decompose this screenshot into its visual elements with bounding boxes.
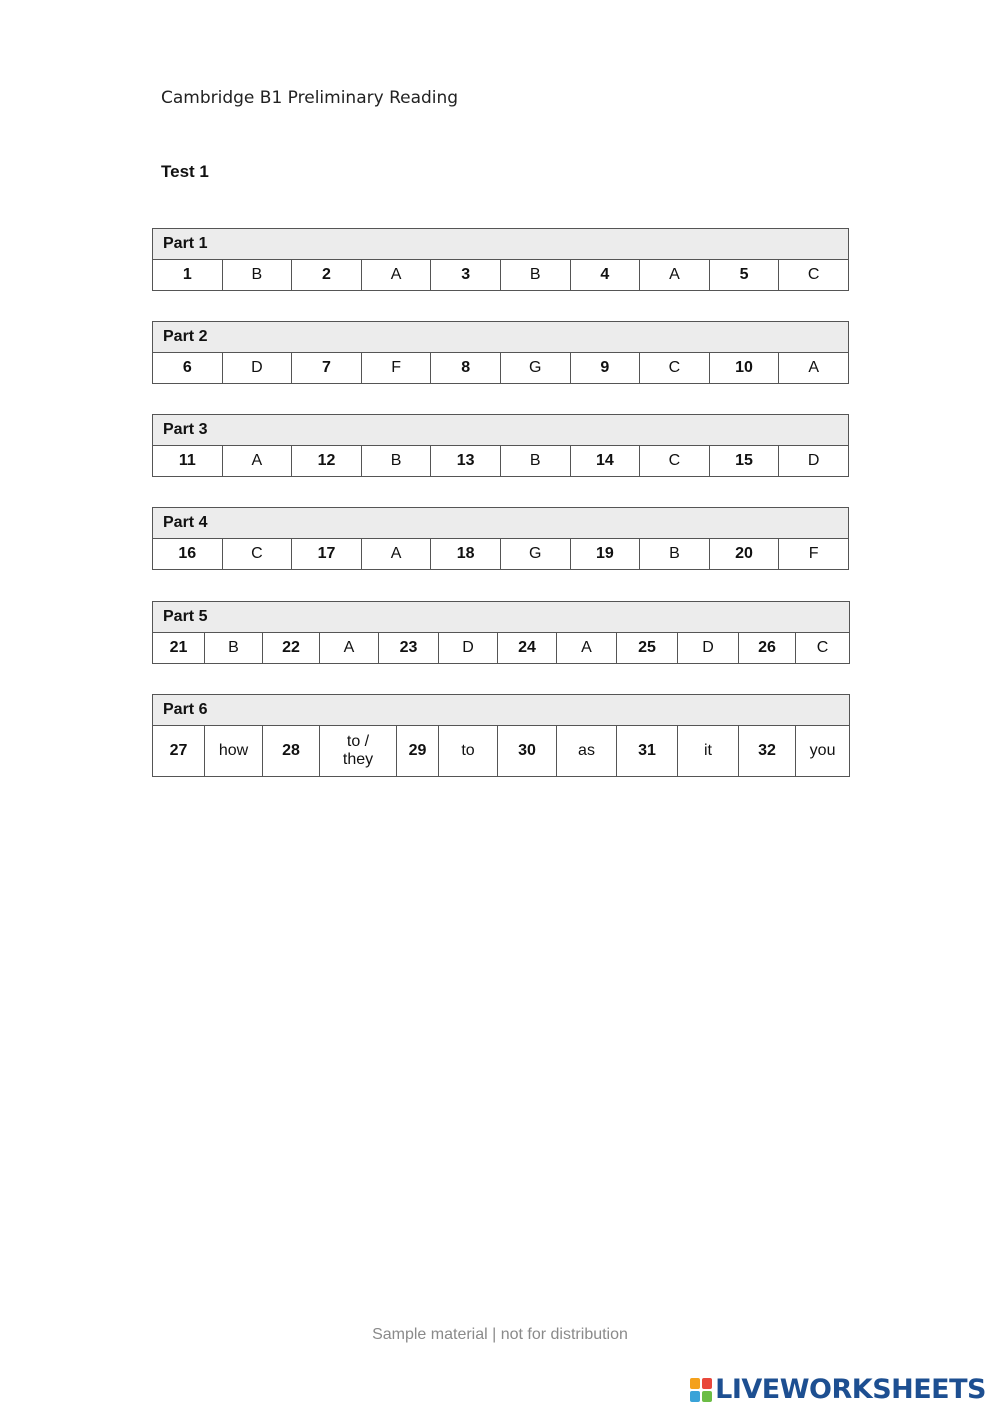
part-1-table	[152, 228, 849, 291]
question-number: 26	[739, 633, 796, 664]
question-number: 11	[153, 446, 223, 477]
answer-cell: C	[779, 260, 849, 291]
question-number: 7	[292, 353, 362, 384]
answer-cell: D	[678, 633, 739, 664]
answer-cell: A	[320, 633, 379, 664]
question-number: 27	[153, 726, 205, 777]
answer-cell: D	[222, 353, 292, 384]
question-number: 24	[498, 633, 557, 664]
answer-cell: F	[779, 539, 849, 570]
question-number: 30	[498, 726, 557, 777]
question-number: 25	[617, 633, 678, 664]
question-number: 20	[709, 539, 779, 570]
question-number: 22	[263, 633, 320, 664]
answer-cell: as	[557, 726, 617, 777]
question-number: 23	[379, 633, 439, 664]
question-number: 21	[153, 633, 205, 664]
answer-cell: C	[222, 539, 292, 570]
answer-cell: D	[779, 446, 849, 477]
question-number: 13	[431, 446, 501, 477]
answer-row	[153, 260, 849, 291]
question-number: 14	[570, 446, 640, 477]
question-number: 10	[709, 353, 779, 384]
answer-cell: A	[361, 539, 431, 570]
answer-cell: A	[640, 260, 710, 291]
answer-cell: G	[500, 539, 570, 570]
question-number: 32	[739, 726, 796, 777]
answer-cell: A	[361, 260, 431, 291]
liveworksheets-brand[interactable]	[690, 1374, 986, 1405]
question-number: 18	[431, 539, 501, 570]
answer-cell: A	[557, 633, 617, 664]
answer-cell: B	[500, 260, 570, 291]
question-number: 8	[431, 353, 501, 384]
answer-cell: how	[205, 726, 263, 777]
answer-cell: to / they	[320, 726, 397, 777]
question-number: 5	[709, 260, 779, 291]
part-title: Part 3	[153, 415, 849, 446]
answer-cell: A	[779, 353, 849, 384]
question-number: 12	[292, 446, 362, 477]
answer-cell: C	[796, 633, 850, 664]
question-number: 16	[153, 539, 223, 570]
question-number: 31	[617, 726, 678, 777]
question-number: 1	[153, 260, 223, 291]
part-6-table	[152, 694, 850, 777]
answer-cell: A	[222, 446, 292, 477]
question-number: 17	[292, 539, 362, 570]
part-5-table	[152, 601, 850, 664]
answer-cell: G	[500, 353, 570, 384]
test-title: Test 1	[161, 162, 209, 181]
answer-cell: to	[439, 726, 498, 777]
answer-cell: you	[796, 726, 850, 777]
part-title: Part 4	[153, 508, 849, 539]
question-number: 15	[709, 446, 779, 477]
part-2-table	[152, 321, 849, 384]
part-title: Part 5	[153, 602, 850, 633]
answer-cell: B	[500, 446, 570, 477]
answer-cell: it	[678, 726, 739, 777]
question-number: 6	[153, 353, 223, 384]
part-3-table	[152, 414, 849, 477]
part-title: Part 1	[153, 229, 849, 260]
question-number: 4	[570, 260, 640, 291]
question-number: 2	[292, 260, 362, 291]
answer-cell: B	[640, 539, 710, 570]
answer-cell: C	[640, 353, 710, 384]
question-number: 28	[263, 726, 320, 777]
answer-row	[153, 726, 850, 777]
answer-cell: D	[439, 633, 498, 664]
answer-cell: B	[361, 446, 431, 477]
part-4-table	[152, 507, 849, 570]
answer-row	[153, 633, 850, 664]
footer-note: Sample material | not for distribution	[372, 1326, 628, 1343]
question-number: 29	[397, 726, 439, 777]
answer-cell: C	[640, 446, 710, 477]
answer-row	[153, 446, 849, 477]
brand-wordmark: LIVEWORKSHEETS	[715, 1374, 986, 1405]
answer-cell: F	[361, 353, 431, 384]
question-number: 3	[431, 260, 501, 291]
answer-row	[153, 353, 849, 384]
part-title: Part 6	[153, 695, 850, 726]
question-number: 19	[570, 539, 640, 570]
document-header: Cambridge B1 Preliminary Reading	[161, 88, 459, 108]
part-title: Part 2	[153, 322, 849, 353]
answer-cell: B	[222, 260, 292, 291]
liveworksheets-logo-icon	[690, 1378, 712, 1402]
question-number: 9	[570, 353, 640, 384]
answer-cell: B	[205, 633, 263, 664]
answer-row	[153, 539, 849, 570]
